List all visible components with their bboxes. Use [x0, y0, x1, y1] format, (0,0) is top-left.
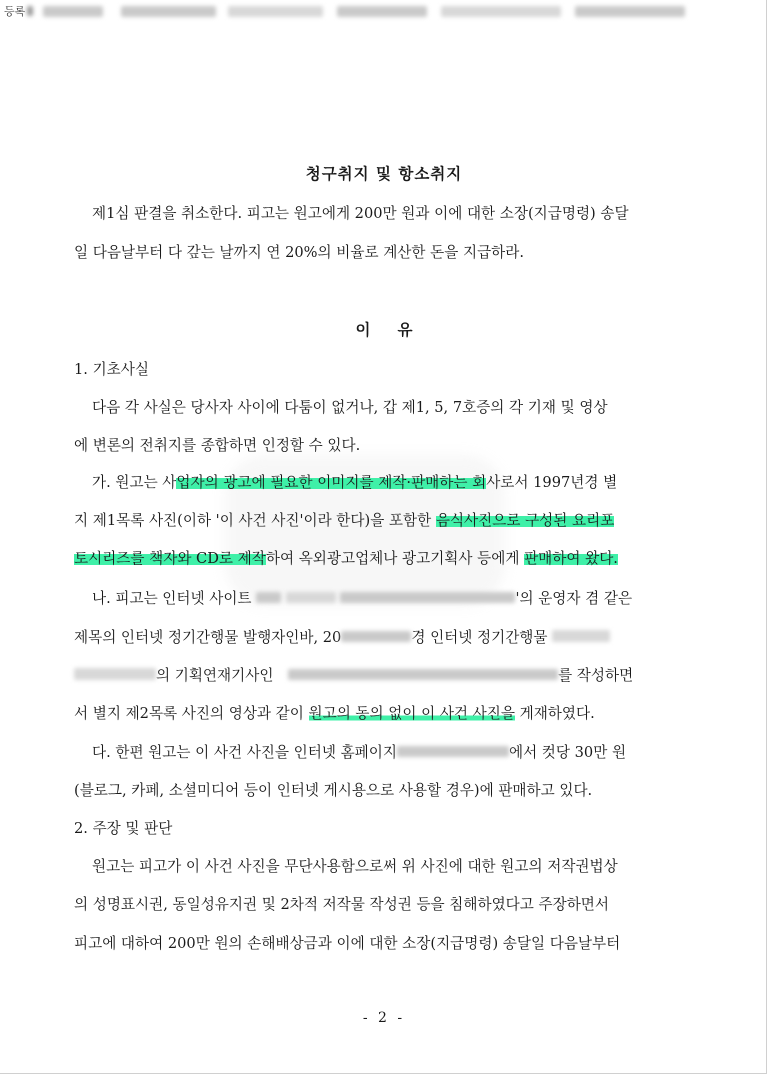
text-span: 의 기획연재기사인	[156, 667, 274, 684]
claim-line-1: 제1심 판결을 취소한다. 피고는 원고에게 200만 원과 이에 대한 소장(지급명령) 송달	[92, 205, 629, 222]
text-span: 에서 컷당 30만 원	[508, 744, 627, 761]
claim-line-2: 일 다음날부터 다 갚는 날까지 연 20%의 비율로 계산한 돈을 지급하라.	[74, 244, 525, 261]
header-line	[4, 3, 685, 19]
redacted-block	[286, 592, 336, 603]
section1-heading: 1. 기초사실	[74, 361, 149, 378]
section1-intro-2: 에 변론의 전취지를 종합하면 인정할 수 있다.	[74, 437, 361, 454]
para-na-line-4	[74, 704, 595, 724]
para-da-line-2: (블로그, 카페, 소셜미디어 등이 인터넷 게시용으로 사용할 경우)에 판매하고 있다.	[74, 782, 593, 799]
text-span: 가. 원고는 사	[92, 474, 177, 491]
redacted-block	[552, 630, 610, 642]
highlighted-text: 음식사진으로 구성된 요리포	[435, 512, 615, 529]
highlighted-text: 토시리즈를 책자와 CD로 제작	[74, 550, 266, 567]
highlighted-text: 업자의 광고에 필요한 이미지를 제작·판매하는 회	[176, 474, 487, 491]
section2-line-3: 피고에 대하여 200만 원의 손해배상금과 이에 대한 소장(지급명령) 송달일 다음날부터	[74, 935, 621, 952]
text-span: 서 별지 제2목록 사진의 영상과 같이	[74, 705, 309, 722]
redacted-block	[256, 592, 281, 603]
highlighted-text: 판매하여 왔다.	[524, 550, 618, 567]
section2-line-2: 의 성명표시권, 동일성유지권 및 2차적 저작물 작성권 등을 침해하였다고 주장하면서	[74, 896, 609, 913]
text-span: 나. 피고는 인터넷 사이트	[92, 590, 257, 607]
text-span: 제목의 인터넷 정기간행물 발행자인바, 20	[74, 629, 342, 646]
text-span: 다. 한편 원고는 이 사건 사진을 인터넷 홈페이지	[92, 744, 397, 761]
text-span: 를 작성하면	[558, 667, 634, 684]
claim-title: 청구취지 및 항소취지	[305, 165, 463, 183]
para-na-line-2	[74, 628, 610, 648]
text-span: 사로서 1997년경 별	[486, 474, 618, 491]
text-span: 게재하였다.	[514, 705, 595, 722]
redacted-block	[441, 6, 561, 17]
page-number: - 2 -	[362, 1010, 406, 1026]
para-ga-line-2	[74, 511, 614, 531]
highlighted-text: 원고의 동의 없이 이 사건 사진을	[308, 705, 515, 722]
redacted-block	[337, 6, 427, 17]
reason-title	[0, 318, 768, 340]
section2-line-1: 원고는 피고가 이 사건 사진을 무단사용함으로써 위 사진에 대한 원고의 저작권법상	[92, 858, 618, 875]
para-ga-line-1	[92, 473, 617, 493]
redacted-block	[341, 631, 411, 642]
header-prefix: 등록	[4, 5, 26, 18]
para-ga-line-3	[74, 549, 618, 569]
section1-intro-1: 다음 각 사실은 당사자 사이에 다툼이 없거나, 갑 제1, 5, 7호증의 각 기재 및 영상	[92, 399, 608, 416]
text-span: 경 인터넷 정기간행물	[411, 629, 548, 646]
redacted-block	[27, 6, 33, 16]
redacted-block	[288, 669, 558, 680]
redacted-block	[43, 6, 103, 17]
para-na-line-3	[74, 666, 633, 686]
redacted-block	[228, 6, 323, 17]
redacted-block	[74, 668, 156, 680]
redacted-block	[340, 592, 515, 603]
para-na-line-1	[92, 589, 632, 609]
redacted-block	[575, 6, 685, 17]
text-span: 지 제1목록 사진(이하 '이 사건 사진'이라 한다)을 포함한	[74, 512, 436, 529]
redacted-block	[397, 746, 509, 757]
text-span: '의 운영자 겸 같은	[515, 590, 633, 607]
text-span: 하여 옥외광고업체나 광고기획사 등에게	[265, 550, 525, 567]
reason-title-text: 이 유	[355, 321, 413, 339]
redacted-block	[121, 6, 216, 17]
para-da-line-1	[92, 743, 626, 763]
section2-heading: 2. 주장 및 판단	[74, 820, 173, 837]
